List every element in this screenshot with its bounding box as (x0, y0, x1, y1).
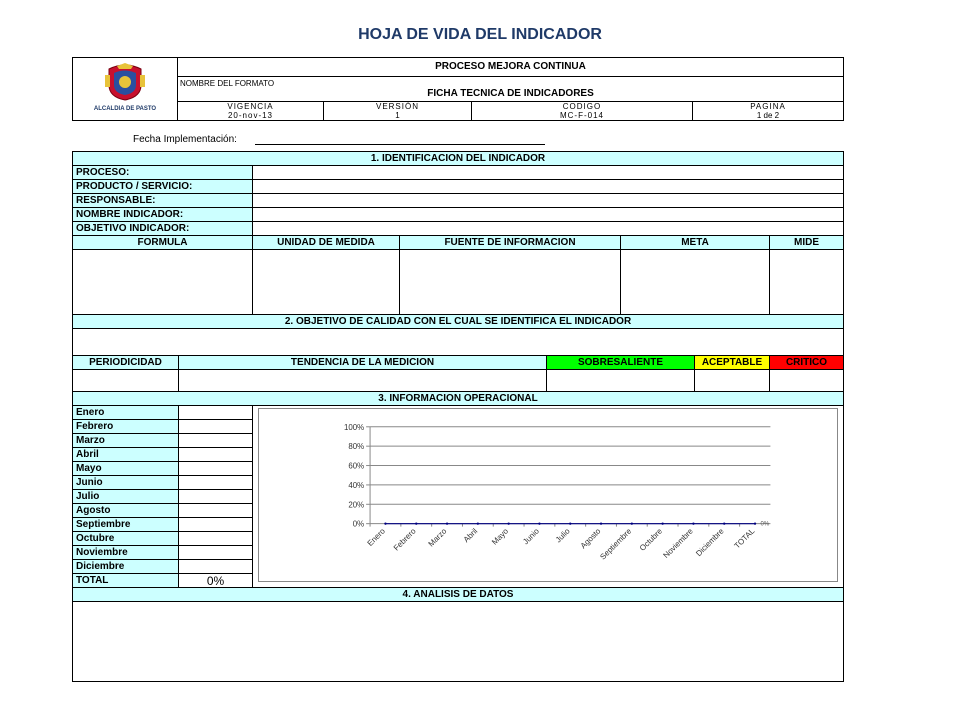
chart-x-tick-label: Marzo (426, 526, 449, 549)
month-value-input[interactable] (179, 476, 253, 490)
analisis-datos-input[interactable] (73, 602, 844, 682)
col-mide: MIDE (770, 236, 844, 250)
month-value-input[interactable] (179, 462, 253, 476)
codigo-cell (472, 101, 693, 120)
tendencia-medicion-input[interactable] (179, 370, 547, 392)
coat-of-arms-icon (103, 63, 147, 101)
chart-x-tick-label: Abril (461, 526, 480, 545)
fuente-informacion-input[interactable] (400, 250, 621, 315)
field-producto: PRODUCTO / SERVICIO: (73, 180, 253, 194)
field-objetivo-indicador-input[interactable] (253, 222, 844, 236)
vigencia-value: 20-nov-13 (227, 110, 274, 120)
field-responsable: RESPONSABLE: (73, 194, 253, 208)
vigencia-label: VIGENCIA (227, 101, 274, 111)
field-nombre-indicador: NOMBRE INDICADOR: (73, 208, 253, 222)
chart-y-tick-label: 40% (348, 480, 365, 490)
field-producto-input[interactable] (253, 180, 844, 194)
chart-y-tick-label: 100% (343, 422, 365, 432)
pagina-value: 1 de 2 (756, 110, 780, 120)
month-label: Marzo (73, 434, 179, 448)
month-value-input[interactable] (179, 504, 253, 518)
sobresaliente-input[interactable] (547, 370, 695, 392)
chart-x-tick-label: Junio (521, 526, 541, 547)
critico-input[interactable] (770, 370, 844, 392)
chart-data-point (477, 522, 479, 524)
mide-input[interactable] (770, 250, 844, 315)
header-table (72, 57, 844, 121)
chart-y-tick-label: 0% (352, 519, 365, 529)
page-title: HOJA DE VIDA DEL INDICADOR (358, 26, 602, 43)
month-value-input[interactable] (179, 532, 253, 546)
month-label: Noviembre (73, 546, 179, 560)
pagina-cell (693, 101, 844, 120)
meta-input[interactable] (621, 250, 770, 315)
operational-chart (258, 408, 838, 582)
month-value-input[interactable] (179, 518, 253, 532)
periodicidad-input[interactable] (73, 370, 179, 392)
chart-y-tick-label: 20% (348, 500, 365, 510)
format-name: FICHA TECNICA DE INDICADORES (427, 88, 594, 100)
month-label: Agosto (73, 504, 179, 518)
chart-x-tick-label: Febrero (391, 526, 418, 553)
col-meta: META (621, 236, 770, 250)
section1-title: 1. IDENTIFICACION DEL INDICADOR (73, 152, 844, 166)
version-value: 1 (395, 110, 400, 120)
format-name-label: NOMBRE DEL FORMATO (180, 79, 275, 89)
col-aceptable: ACEPTABLE (695, 356, 770, 370)
unidad-medida-input[interactable] (253, 250, 400, 315)
field-responsable-input[interactable] (253, 194, 844, 208)
fecha-implementacion-line[interactable] (255, 144, 545, 145)
chart-data-point (692, 522, 694, 524)
chart-x-tick-label: Julio (553, 526, 572, 545)
chart-data-point (569, 522, 571, 524)
col-fuente-informacion: FUENTE DE INFORMACION (400, 236, 621, 250)
version-cell (324, 101, 472, 120)
col-periodicidad: PERIODICIDAD (73, 356, 179, 370)
format-name-cell (178, 77, 844, 101)
month-label: Diciembre (73, 560, 179, 574)
chart-data-point (661, 522, 663, 524)
logo-cell (73, 58, 178, 121)
chart-data-point (754, 522, 756, 524)
month-label: Julio (73, 490, 179, 504)
fecha-implementacion-label: Fecha Implementación: (133, 134, 237, 145)
chart-data-point (384, 522, 386, 524)
month-value-input[interactable] (179, 420, 253, 434)
chart-x-tick-label: Octubre (637, 526, 665, 553)
chart-data-point (723, 522, 725, 524)
codigo-label: CODIGO (562, 101, 602, 111)
vigencia-cell (178, 101, 324, 120)
field-proceso-input[interactable] (253, 166, 844, 180)
version-label: VERSIÓN (375, 101, 419, 111)
chart-x-tick-label: Diciembre (694, 526, 726, 559)
month-value-input[interactable] (179, 406, 253, 420)
month-value-input[interactable] (179, 434, 253, 448)
col-unidad-medida: UNIDAD DE MEDIDA (253, 236, 400, 250)
month-label: Septiembre (73, 518, 179, 532)
section2-title: 2. OBJETIVO DE CALIDAD CON EL CUAL SE IDENTIFICA EL INDICADOR (73, 315, 844, 329)
month-value-input[interactable] (179, 560, 253, 574)
logo-text: ALCALDIA DE PASTO (93, 106, 157, 112)
chart-data-point (507, 522, 509, 524)
month-label: Mayo (73, 462, 179, 476)
chart-y-tick-label: 80% (348, 442, 365, 452)
month-label: Junio (73, 476, 179, 490)
aceptable-input[interactable] (695, 370, 770, 392)
col-formula: FORMULA (73, 236, 253, 250)
month-value-input[interactable] (179, 546, 253, 560)
process-name: PROCESO MEJORA CONTINUA (178, 58, 844, 77)
chart-data-point (631, 522, 633, 524)
chart-x-tick-label: Mayo (490, 526, 511, 547)
col-tendencia-medicion: TENDENCIA DE LA MEDICION (179, 356, 547, 370)
month-label: Febrero (73, 420, 179, 434)
month-label: Octubre (73, 532, 179, 546)
chart-end-label: 0% (760, 521, 770, 528)
col-sobresaliente: SOBRESALIENTE (547, 356, 695, 370)
total-label: TOTAL (73, 574, 179, 588)
formula-input[interactable] (73, 250, 253, 315)
month-label: Abril (73, 448, 179, 462)
pagina-label: PAGINA (750, 101, 786, 111)
objetivo-calidad-input[interactable] (73, 329, 844, 356)
chart-data-point (600, 522, 602, 524)
chart-x-tick-label: Septiembre (598, 526, 634, 562)
chart-x-tick-label: Noviembre (661, 526, 695, 560)
chart-data-point (538, 522, 540, 524)
codigo-value: MC-F-014 (559, 110, 604, 120)
section3-title: 3. INFORMACION OPERACIONAL (73, 392, 844, 406)
chart-x-tick-label: Enero (365, 526, 387, 548)
month-value-input[interactable] (179, 448, 253, 462)
chart-data-point (446, 522, 448, 524)
col-critico: CRITICO (770, 356, 844, 370)
field-objetivo-indicador: OBJETIVO INDICADOR: (73, 222, 253, 236)
month-label: Enero (73, 406, 179, 420)
total-value: 0% (179, 574, 253, 588)
field-proceso: PROCESO: (73, 166, 253, 180)
chart-y-tick-label: 60% (348, 461, 365, 471)
month-value-input[interactable] (179, 490, 253, 504)
chart-x-tick-label: TOTAL (732, 526, 757, 551)
chart-data-point (415, 522, 417, 524)
chart-x-tick-label: Agosto (578, 526, 603, 551)
field-nombre-indicador-input[interactable] (253, 208, 844, 222)
section4-title: 4. ANALISIS DE DATOS (73, 588, 844, 602)
